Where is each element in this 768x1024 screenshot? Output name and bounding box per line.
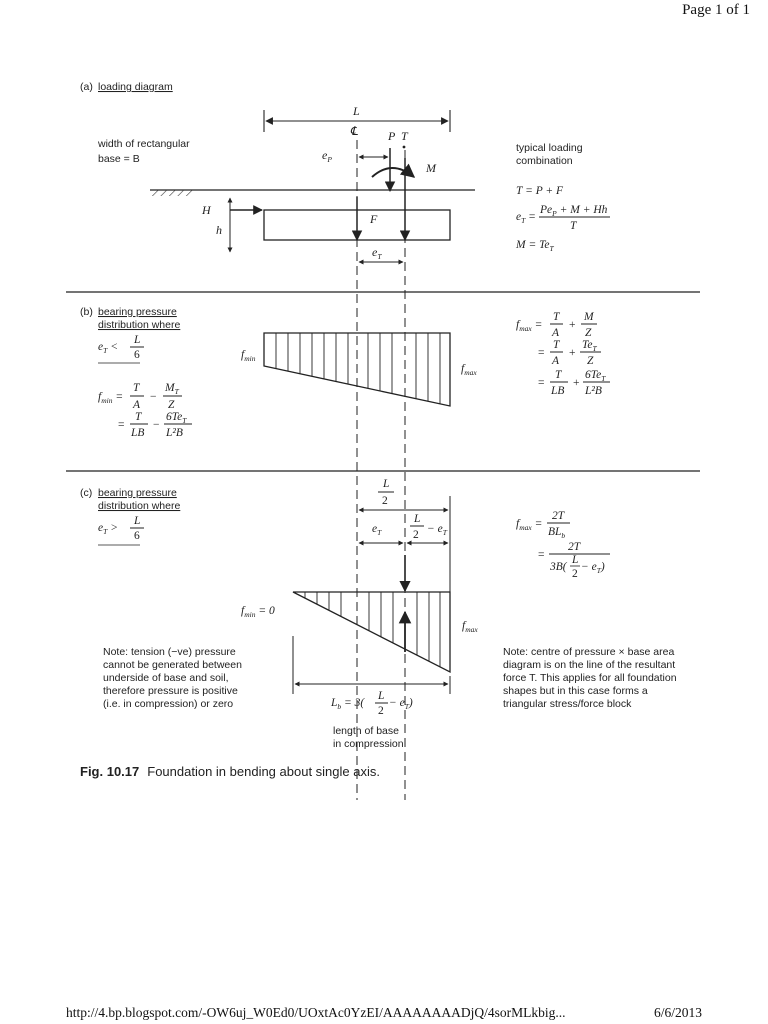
typical-loading-2: combination — [516, 155, 573, 167]
svg-text:=: = — [538, 377, 545, 389]
f-label: F — [370, 212, 378, 226]
et-label: $e_T$ — [372, 245, 382, 261]
svg-text:=: = — [538, 347, 545, 359]
t-point — [403, 146, 406, 149]
eq-et-denominator: T — [570, 220, 577, 232]
h-force-label: H — [202, 203, 211, 217]
figure-caption — [80, 764, 380, 779]
svg-text:underside of base and soil,: underside of base and soil, — [103, 672, 229, 684]
panel-b — [80, 306, 610, 439]
fmin-eq-a-den2: Z — [168, 399, 175, 411]
fmax-eq-c-den1: LB — [551, 385, 565, 397]
fmax-eq-a-den2: Z — [585, 327, 592, 339]
svg-text:=: = — [118, 419, 125, 431]
svg-text:=: = — [538, 549, 545, 561]
svg-text:(i.e. in compression) or zero: (i.e. in compression) or zero — [103, 698, 234, 710]
eq-et-numerator: $Pe_P + M + Hh$ — [540, 204, 608, 218]
svg-text:Note: centre of pressure × bas: Note: centre of pressure × base area — [503, 646, 675, 658]
fmax-eq-lhs: $f_{max}$ = — [516, 319, 543, 333]
fmax-eq-a-num2: M — [584, 311, 594, 323]
fmax-c-eq-b-den-den: 2 — [572, 568, 578, 580]
svg-text:force T. This applies for all: force T. This applies for all foundation — [503, 672, 677, 684]
eq-et-lhs: $e_T$ = — [516, 211, 536, 225]
h-depth-label: h — [216, 223, 222, 237]
fmin-eq-b-op: − — [153, 419, 160, 431]
svg-text:Note: tension (−ve) pressure: Note: tension (−ve) pressure — [103, 646, 236, 658]
fmax-eq-b-den1: A — [552, 355, 560, 367]
half-l-num: L — [383, 478, 390, 490]
fmax-eq-a-num1: T — [553, 311, 560, 323]
p-label: P — [388, 129, 396, 143]
fmax-c-eq-a-den: $BL_b$ — [548, 526, 566, 540]
centreline-symbol: ℄ — [350, 124, 358, 138]
base-width-label-1: width of rectangular — [98, 138, 190, 150]
panel-c-et-label: $e_T$ — [372, 523, 382, 537]
panel-b-cond-den: 6 — [134, 349, 140, 361]
figure-title: Foundation in bending about single axis. — [147, 764, 380, 779]
length-label-1: length of base — [333, 725, 399, 737]
fmax-eq-c-num2: $6Te_T$ — [585, 369, 606, 383]
svg-text:shapes but in this case forms: shapes but in this case forms a — [503, 685, 648, 697]
fmin-eq-a-num2: $M_T$ — [165, 382, 179, 396]
fmax-c-eq-a-num: 2T — [552, 510, 565, 522]
m-label: M — [426, 161, 436, 175]
fmin-eq-b-num2: $6Te_T$ — [166, 411, 187, 425]
fmin-eq-b-num1: T — [135, 411, 142, 423]
svg-text:triangular stress/force block: triangular stress/force block — [503, 698, 632, 710]
panel-a-heading: loading diagram — [98, 81, 173, 93]
lb-den: 2 — [378, 705, 384, 717]
fmax-label: $f_{max}$ — [461, 363, 477, 377]
panel-c-cond-den: 6 — [134, 530, 140, 542]
triangle-hatch-lines — [305, 592, 440, 667]
trapezoid-hatch-lines — [276, 333, 440, 404]
svg-text:cannot be generated between: cannot be generated between — [103, 659, 242, 671]
half-l-den: 2 — [382, 495, 388, 507]
fmax-eq-c-op: + — [573, 377, 580, 389]
base-width-label-2: base = B — [98, 153, 140, 165]
footer-url: http://4.bp.blogspot.com/-OW6uj_W0Ed0/UOxtAc0YzEI/AAAAAAAADjQ/4sorMLkbig... — [66, 1005, 566, 1020]
rem-den: 2 — [413, 529, 419, 541]
ground-hatch — [150, 190, 194, 196]
rem-rest: − $e_T$ — [427, 523, 447, 537]
fmin-eq-a-num1: T — [133, 382, 140, 394]
panel-b-heading-1: bearing pressure — [98, 306, 177, 318]
fmax-c-eq-b-den: 3B( — [550, 561, 567, 573]
fmax-eq-b-num1: T — [553, 339, 560, 351]
svg-text:therefore pressure is positive: therefore pressure is positive — [103, 685, 238, 697]
moment-arc — [372, 168, 414, 177]
panel-c — [80, 478, 677, 750]
footer-date: 6/6/2013 — [654, 1005, 703, 1020]
fmax-c-eq-a: $f_{max}$ = — [516, 518, 543, 532]
lb-tail: − $e_T$) — [389, 697, 413, 711]
fmax-eq-c-num1: T — [555, 369, 562, 381]
ep-label: $e_P$ — [322, 148, 332, 164]
panel-c-fmax-label: $f_{max}$ — [462, 620, 478, 634]
fmax-eq-b-num2: $Te_T$ — [582, 339, 597, 353]
fmin-eq-b-den2: L²B — [166, 427, 183, 439]
l-label: L — [353, 104, 360, 118]
length-label-2: in compression — [333, 738, 404, 750]
fmin-zero-label: $f_{min} = 0$ — [241, 605, 275, 619]
rem-num: L — [414, 513, 421, 525]
panel-b-condition: $e_T$ < — [98, 341, 119, 355]
fmin-label: $f_{min}$ — [241, 349, 256, 363]
typical-loading-1: typical loading — [516, 142, 583, 154]
panel-a-prefix: (a) — [80, 81, 93, 93]
fmax-eq-a-op: + — [569, 319, 576, 331]
panel-c-heading-1: bearing pressure — [98, 487, 177, 499]
figure-number: Fig. 10.17 — [80, 764, 140, 779]
fmax-eq-b-den2: Z — [587, 355, 594, 367]
fmin-eq-b-den1: LB — [131, 427, 145, 439]
fmax-eq-b-op: + — [569, 347, 576, 359]
fmax-eq-a-den1: A — [552, 327, 560, 339]
panel-c-heading-2: distribution where — [98, 500, 181, 512]
fmin-eq-a-op: − — [150, 391, 157, 403]
fmin-eq-lhs: $f_{min}$ = — [98, 391, 124, 405]
panel-b-prefix: (b) — [80, 306, 93, 318]
fmax-c-eq-b-num: 2T — [568, 541, 581, 553]
panel-c-condition: $e_T$ > — [98, 522, 119, 536]
panel-c-prefix: (c) — [80, 487, 93, 499]
panel-b-heading-2: distribution where — [98, 319, 181, 331]
note-left — [103, 646, 242, 710]
fmin-eq-a-den1: A — [133, 399, 141, 411]
eq-moment: $M = Te_T$ — [516, 239, 554, 253]
t-label: T — [401, 129, 408, 143]
fmax-c-eq-b-den-rest: − $e_T$) — [581, 561, 605, 575]
page-number: Page 1 of 1 — [682, 2, 750, 18]
svg-text:diagram is on the line of the: diagram is on the line of the resultant — [503, 659, 676, 671]
lb-lhs: $L_b = 3$( — [331, 697, 365, 711]
panel-c-cond-num: L — [134, 515, 141, 527]
lb-num: L — [378, 690, 385, 702]
panel-b-cond-num: L — [134, 334, 141, 346]
fmax-eq-c-den2: L²B — [585, 385, 602, 397]
note-right — [503, 646, 677, 710]
eq-t-sum: T = P + F — [516, 185, 564, 197]
fmax-c-eq-b-den-num: L — [572, 554, 579, 566]
